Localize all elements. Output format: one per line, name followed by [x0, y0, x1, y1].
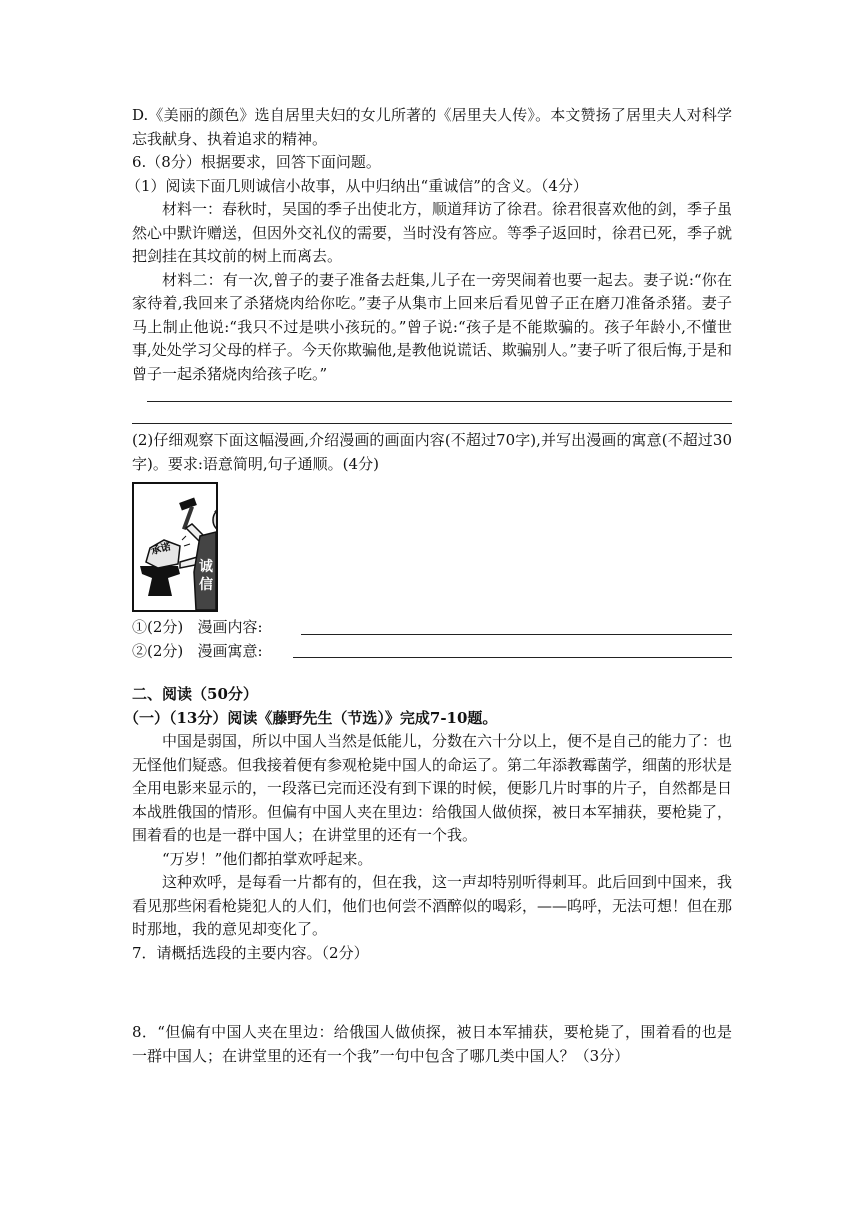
reading-paragraph-2: “万岁！”他们都拍掌欢呼起来。 [162, 849, 373, 868]
question-6-1: （1）阅读下面几则诚信小故事，从中归纳出“重诚信”的含义。（4分） [126, 176, 588, 195]
cartoon-apron-text: 诚信 [199, 559, 213, 593]
reading-paragraph-3: 这种欢呼，是每看一片都有的，但在我，这一声却特别听得刺耳。此后回到中国来，我看见那些闲看枪毙犯人的人们，他们也何尝不酒醉似的喝彩，——呜呼，无法可想！但在那时那地，我的意见却变化了。 [132, 873, 733, 938]
option-d: D.《美丽的颜色》选自居里夫妇的女儿所著的《居里夫人传》。本文赞扬了居里夫人对科学忘我献身、执着追求的精神。 [132, 106, 732, 148]
meaning-answer-line[interactable] [293, 656, 732, 658]
sub-question-2: ②(2分) 漫画寓意: [132, 640, 732, 664]
content-answer-line[interactable] [301, 633, 732, 635]
question-6-2: (2)仔细观察下面这幅漫画,介绍漫画的画面内容(不超过70字),并写出漫画的寓意(不超过30字)。要求:语意简明,句子通顺。(4分) [132, 431, 732, 473]
question-7: 7．请概括选段的主要内容。（2分） [132, 943, 369, 962]
section-2-heading: 二、阅读（50分） [132, 685, 258, 703]
material-2: 材料二：有一次,曾子的妻子准备去赶集,儿子在一旁哭闹着也要一起去。妻子说:“你在家待着,我回来了杀猪烧肉给你吃。”妻子从集市上回来后看见曾子正在磨刀准备杀猪。妻子马上制止他说:“我只不过是哄小孩玩的。”曾子说:“孩子是不能欺骗的。孩子年龄小,不懂世事,处处学习父母的样子。今天你欺骗他,是教他说谎话、欺骗别人。”妻子听了很后悔,于是和曾子一起杀猪烧肉给孩子吃。” [132, 270, 732, 383]
sub-question-1: ①(2分) 漫画内容: [132, 616, 732, 640]
question-8: 8．“但偏有中国人夹在里边：给俄国人做侦探，被日本军捕获，要枪毙了，围着看的也是一群中国人；在讲堂里的还有一个我”一句中包含了哪几类中国人？（3分） [132, 1023, 732, 1065]
exam-page [124, 100, 733, 1068]
answer-space-7[interactable] [132, 965, 732, 1021]
material-1: 材料一：春秋时，吴国的季子出使北方，顺道拜访了徐君。徐君很喜欢他的剑，季子虽然心中默许赠送，但因外交礼仪的需要，当时没有答应。等季子返回时，徐君已死，季子就把剑挂在其坟前的树上而离去。 [132, 200, 733, 265]
cartoon-stone-text: 承诺 [149, 541, 173, 558]
part-1-heading: （一）（13分）阅读《藤野先生（节选）》完成7-10题。 [124, 708, 498, 727]
question-6: 6.（8分）根据要求，回答下面问题。 [132, 153, 381, 171]
cartoon-image [132, 482, 218, 612]
reading-paragraph-1: 中国是弱国，所以中国人当然是低能儿，分数在六十分以上，便不是自己的能力了：也无怪他们疑惑。但我接着便有参观枪毙中国人的命运了。第二年添教霉菌学，细菌的形状是全用电影来显示的，一段落已完而还没有到下课的时候，便影几片时事的片子，自然都是日本战胜俄国的情形。但偏有中国人夹在里边：给俄国人做侦探，被日本军捕获，要枪毙了，围着看的也是一群中国人；在讲堂里的还有一个我。 [132, 732, 733, 844]
